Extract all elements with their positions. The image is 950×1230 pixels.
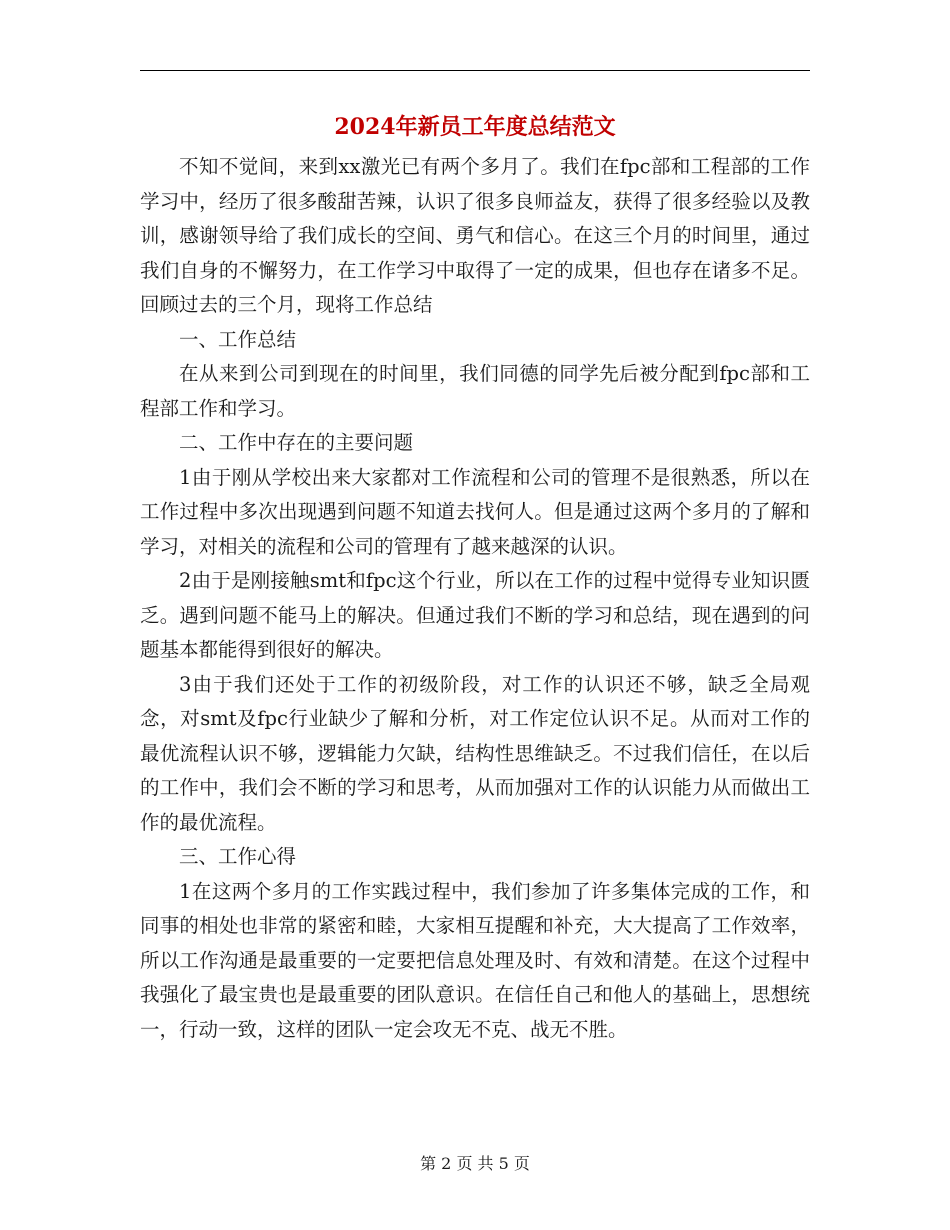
paragraph-problem-1: 1由于刚从学校出来大家都对工作流程和公司的管理不是很熟悉，所以在工作过程中多次出现遇到问题不知道去找何人。但是通过这两个多月的了解和学习，对相关的流程和公司的管理有了越来越深的认识。 — [140, 465, 810, 558]
paragraph-problem-3: 3由于我们还处于工作的初级阶段，对工作的认识还不够，缺乏全局观念，对smt及fpc行业缺少了解和分析，对工作定位认识不足。从而对工作的最优流程认识不够，逻辑能力欠缺，结构性思维缺乏。不过我们信任，在以后的工作中，我们会不断的学习和思考，从而加强对工作的认识能力从而做出工作的最优流程。 — [140, 672, 810, 834]
paragraph-problem-2: 2由于是刚接触smt和fpc这个行业，所以在工作的过程中觉得专业知识匮乏。遇到问题不能马上的解决。但通过我们不断的学习和总结，现在遇到的问题基本都能得到很好的解决。 — [140, 569, 810, 661]
section-heading-experience: 三、工作心得 — [179, 845, 297, 868]
section-heading-main-problems: 二、工作中存在的主要问题 — [179, 431, 414, 454]
header-rule — [140, 70, 810, 71]
section-heading-work-summary: 一、工作总结 — [179, 327, 297, 351]
paragraph-experience-1: 1在这两个多月的工作实践过程中，我们参加了许多集体完成的工作，和同事的相处也非常的紧密和睦，大家相互提醒和补充，大大提高了工作效率，所以工作沟通是最重要的一定要把信息处理及时、有效和清楚。在这个过程中我强化了最宝贵也是最重要的团队意识。在信任自己和他人的基础上，思想统一，行动一致，这样的团队一定会攻无不克、战无不胜。 — [140, 879, 810, 1041]
document-title: 2024年新员工年度总结范文 — [334, 114, 616, 140]
page-footer: 第 2 页 共 5 页 — [420, 1154, 530, 1173]
document-body — [140, 150, 810, 1047]
paragraph-intro: 不知不觉间，来到xx激光已有两个多月了。我们在fpc部和工程部的工作学习中，经历了很多酸甜苦辣，认识了很多良师益友，获得了很多经验以及教训，感谢领导给了我们成长的空间、勇气和信心。在这三个月的时间里，通过我们自身的不懈努力，在工作学习中取得了一定的成果，但也存在诸多不足。回顾过去的三个月，现将工作总结 — [140, 155, 810, 316]
paragraph-work-summary: 在从来到公司到现在的时间里，我们同德的同学先后被分配到fpc部和工程部工作和学习。 — [140, 362, 810, 420]
